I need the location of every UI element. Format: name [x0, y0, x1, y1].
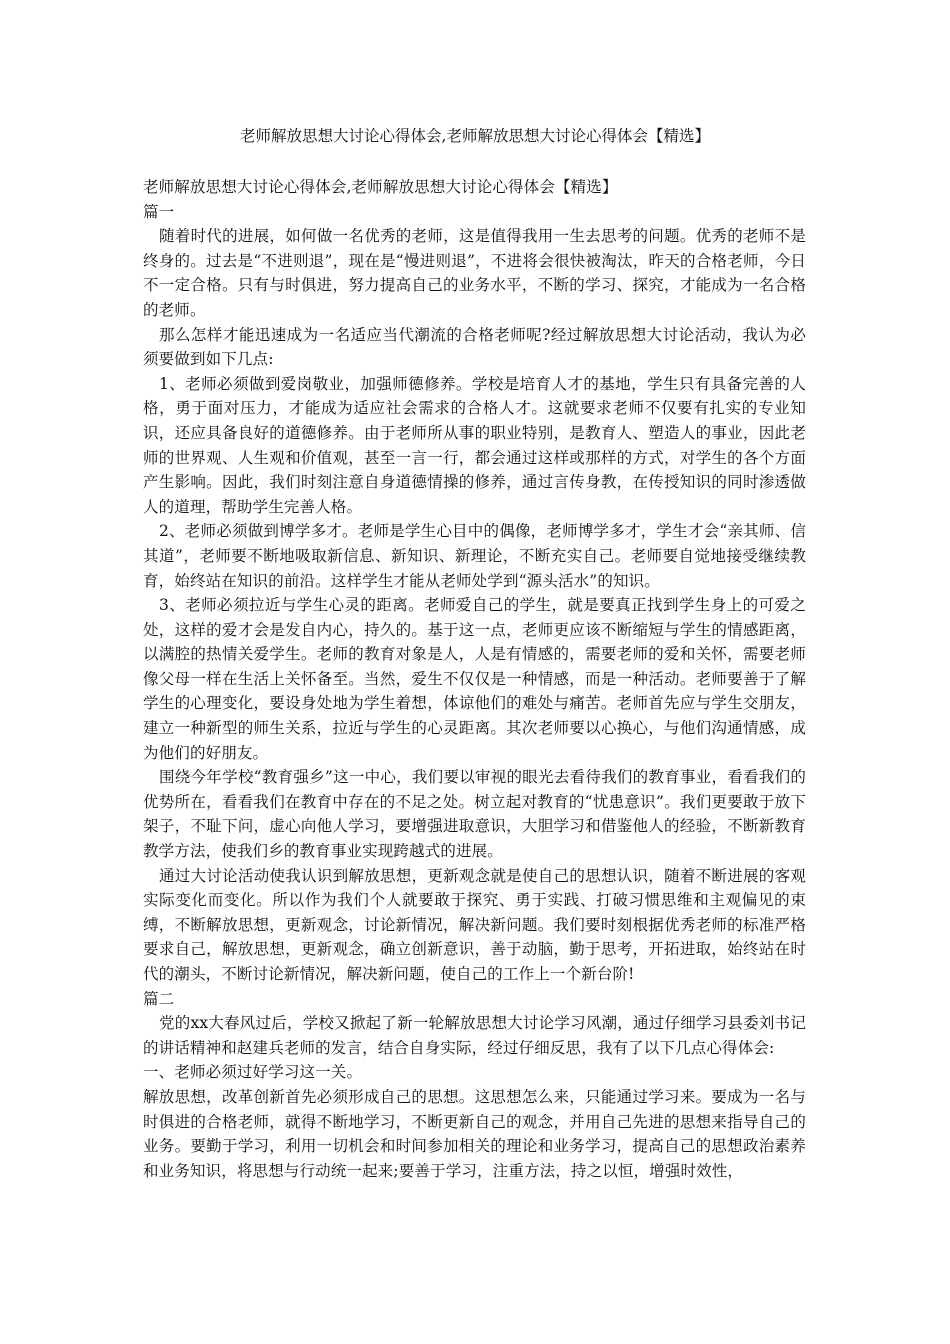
paragraph: 随着时代的进展，如何做一名优秀的老师，这是值得我用一生去思考的问题。优秀的老师不是终身的。过去是“不进则退”，现在是“慢进则退”，不进将会很快被淘汰，昨天的合格老师，今日不一定合格。只有与时俱进，努力提高自己的业务水平，不断的学习、探究，才能成为一名合格的老师。 — [143, 227, 806, 319]
paragraph: 3、老师必须拉近与学生心灵的距离。老师爱自己的学生，就是要真正找到学生身上的可爱之处，这样的爱才会是发自内心，持久的。基于这一点，老师更应该不断缩短与学生的情感距离，以满腔的热情关爱学生。老师的教育对象是人，人是有情感的，需要老师的爱和关怀，需要老师像父母一样在生活上关怀备至。当然，爱生不仅仅是一种情感，而是一种活动。老师要善于了解学生的心理变化，要设身处地为学生着想，体谅他们的难处与痛苦。老师首先应与学生交朋友，建立一种新型的师生关系，拉近与学生的心灵距离。其次老师要以心换心，与他们沟通情感，成为他们的好朋友。 — [143, 596, 806, 762]
paragraph: 篇二 — [143, 989, 175, 1008]
paragraph: 一、老师必须过好学习这一关。 — [143, 1063, 363, 1082]
paragraph: 解放思想，改革创新首先必须形成自己的思想。这思想怎么来，只能通过学习来。要成为一名与时俱进的合格老师，就得不断地学习，不断更新自己的观念，并用自己先进的思想来指导自己的业务。要勤于学习，利用一切机会和时间参加相关的理论和业务学习，提高自己的思想政治素养和业务知识，将思想与行动统一起来;要善于学习，注重方法，持之以恒，增强时效性， — [143, 1087, 806, 1180]
paragraph: 党的xx大春风过后，学校又掀起了新一轮解放思想大讨论学习风潮，通过仔细学习县委刘书记的讲话精神和赵建兵老师的发言，结合自身实际，经过仔细反思，我有了以下几点心得体会: — [143, 1014, 806, 1057]
paragraph: 老师解放思想大讨论心得体会,老师解放思想大讨论心得体会【精选】 — [143, 178, 618, 196]
paragraph: 那么怎样才能迅速成为一名适应当代潮流的合格老师呢?经过解放思想大讨论活动，我认为必须要做到如下几点: — [143, 325, 806, 369]
paragraph: 围绕今年学校“教育强乡”这一中心，我们要以审视的眼光去看待我们的教育事业，看看我们的优势所在，看看我们在教育中存在的不足之处。树立起对教育的“忧患意识”。我们更要敢于放下架子，不耻下问，虚心向他人学习，要增强进取意识，大胆学习和借鉴他人的经验，不断新教育教学方法，使我们乡的教育事业实现跨越式的进展。 — [143, 768, 806, 861]
paragraph: 1、老师必须做到爱岗敬业，加强师德修养。学校是培育人才的基地，学生只有具备完善的人格，勇于面对压力，才能成为适应社会需求的合格人才。这就要求老师不仅要有扎实的专业知识，还应具备良好的道德修养。由于老师所从事的职业特别，是教育人、塑造人的事业，因此老师的世界观、人生观和价值观，甚至一言一行，都会通过这样或那样的方式，对学生的各个方面产生影响。因此，我们时刻注意自身道德情操的修养，通过言传身教，在传授知识的同时渗透做人的道理，帮助学生完善人格。 — [143, 374, 806, 516]
document-body — [143, 175, 806, 1183]
paragraph: 篇一 — [143, 202, 175, 221]
paragraph: 2、老师必须做到博学多才。老师是学生心目中的偶像，老师博学多才，学生才会“亲其师、信其道”，老师要不断地吸取新信息、新知识、新理论，不断充实自己。老师要自觉地接受继续教育，始终站在知识的前沿。这样学生才能从老师处学到“源头活水”的知识。 — [143, 522, 806, 590]
paragraph: 通过大讨论活动使我认识到解放思想，更新观念就是使自己的思想认识，随着不断进展的客观实际变化而变化。所以作为我们个人就要敢于探究、勇于实践、打破习惯思维和主观偏见的束缚，不断解放思想，更新观念，讨论新情况，解决新问题。我们要时刻根据优秀老师的标准严格要求自己，解放思想，更新观念，确立创新意识，善于动脑，勤于思考，开拓进取，始终站在时代的潮头，不断讨论新情况，解决新问题，使自己的工作上一个新台阶! — [143, 866, 806, 983]
document-title: 老师解放思想大讨论心得体会,老师解放思想大讨论心得体会【精选】 — [240, 127, 710, 145]
